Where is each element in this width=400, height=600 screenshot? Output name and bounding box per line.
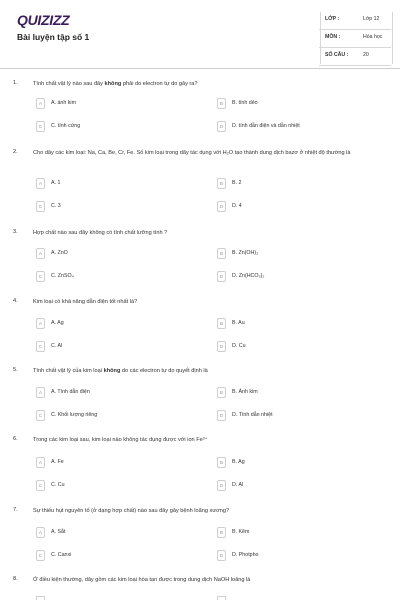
meta-row-count xyxy=(319,48,391,66)
option-letter: A xyxy=(36,387,45,398)
option-letter: C xyxy=(36,410,45,421)
question-text: Trong các kim loại sau, kim loại nào không tác dụng được với ion Fe³⁺ xyxy=(33,437,208,443)
option-b[interactable] xyxy=(217,527,377,539)
option-c[interactable] xyxy=(36,271,196,283)
option-d[interactable] xyxy=(217,480,377,492)
option-d[interactable] xyxy=(217,201,377,213)
option-text: C. Al xyxy=(51,343,63,349)
option-text: A. 1 xyxy=(51,180,61,186)
option-text: C. Cu xyxy=(51,482,65,488)
meta-row-subject xyxy=(319,30,391,48)
option-text: C. Canxi xyxy=(51,552,72,558)
option-text: B. Kẽm xyxy=(232,529,250,535)
header-divider xyxy=(0,68,400,69)
question-text: Sự thiếu hụt nguyên tố (ở dạng hợp chất) nào sau đây gây bệnh loãng xương? xyxy=(33,508,230,514)
question-number: 7. xyxy=(13,507,18,513)
option-b[interactable] xyxy=(217,178,377,190)
question-text: Cho dãy các kim loại: Na, Ca, Be, Cr, Fe. Số kim loại trong dãy tác dụng với H₂O tạo thành dung dịch bazơ ở nhiệt độ thường là xyxy=(33,150,351,156)
option-letter: D xyxy=(217,201,226,212)
option-d[interactable] xyxy=(217,550,377,562)
worksheet-header xyxy=(0,0,400,74)
option-letter: B xyxy=(217,527,226,538)
option-letter: C xyxy=(36,341,45,352)
option-c[interactable] xyxy=(36,550,196,562)
option-letter: A xyxy=(36,98,45,109)
question-number: 6. xyxy=(13,436,18,442)
option-a[interactable] xyxy=(36,457,196,469)
question-number: 5. xyxy=(13,367,18,373)
option-letter: D xyxy=(217,550,226,561)
question-text: Hợp chất nào sau đây không có tính chất lưỡng tính ? xyxy=(33,230,168,236)
question-number: 4. xyxy=(13,298,18,304)
option-letter: C xyxy=(36,201,45,212)
option-letter: C xyxy=(36,550,45,561)
option-letter: C xyxy=(36,271,45,282)
question-number: 3. xyxy=(13,229,18,235)
option-a-partial[interactable] xyxy=(36,596,45,600)
option-c[interactable] xyxy=(36,410,196,422)
option-letter: A xyxy=(36,178,45,189)
option-a[interactable] xyxy=(36,318,196,330)
option-d[interactable] xyxy=(217,121,377,133)
meta-table xyxy=(319,12,391,66)
option-letter: D xyxy=(217,480,226,491)
option-text: D. Zn(HCO₃)₂ xyxy=(232,273,265,279)
option-text: A. ánh kim xyxy=(51,100,77,106)
option-letter: A xyxy=(36,318,45,329)
option-text: B. Ánh kim xyxy=(232,389,258,395)
option-letter: A xyxy=(36,527,45,538)
meta-value: 20 xyxy=(363,52,369,58)
worksheet-title: Bài luyện tập số 1 xyxy=(17,32,90,42)
option-b[interactable] xyxy=(217,457,377,469)
question-text: Tính chất vật lý của kim loại không do các electron tự do quyết định là xyxy=(33,368,208,374)
option-letter: D xyxy=(217,341,226,352)
question-text: Kim loại có khả năng dẫn điện tốt nhất là? xyxy=(33,299,138,305)
option-text: D. 4 xyxy=(232,203,242,209)
option-text: B. Zn(OH)₂ xyxy=(232,250,259,256)
option-text: C. 3 xyxy=(51,203,61,209)
question-text: Tính chất vật lý nào sau đây không phải do electron tự do gây ra? xyxy=(33,81,198,87)
meta-value: Hóa học xyxy=(363,34,383,40)
option-letter: D xyxy=(217,271,226,282)
option-letter: B xyxy=(217,178,226,189)
option-d[interactable] xyxy=(217,341,377,353)
option-a[interactable] xyxy=(36,248,196,260)
option-d[interactable] xyxy=(217,410,377,422)
meta-label: SỐ CÂU : xyxy=(325,52,349,58)
option-letter: C xyxy=(36,121,45,132)
option-letter: B xyxy=(217,248,226,259)
option-c[interactable] xyxy=(36,341,196,353)
option-c[interactable] xyxy=(36,201,196,213)
quizizz-logo: QUIZIZZ xyxy=(17,12,70,28)
option-a[interactable] xyxy=(36,98,196,110)
option-text: D. Tính dẫn nhiệt xyxy=(232,412,273,418)
option-text: C. tính cứng xyxy=(51,123,81,129)
option-d[interactable] xyxy=(217,271,377,283)
meta-value: Lớp 12 xyxy=(363,16,380,22)
option-letter: A xyxy=(36,248,45,259)
option-text: B. 2 xyxy=(232,180,242,186)
option-text: A. Tính dẫn điện xyxy=(51,389,90,395)
meta-row-class xyxy=(319,12,391,30)
option-text: D. Cu xyxy=(232,343,246,349)
option-b[interactable] xyxy=(217,387,377,399)
meta-label: LỚP : xyxy=(325,16,340,22)
option-b[interactable] xyxy=(217,98,377,110)
option-text: A. ZnO xyxy=(51,250,68,256)
option-text: B. Ag xyxy=(232,459,245,465)
option-letter: B xyxy=(217,318,226,329)
option-b-partial[interactable] xyxy=(217,596,226,600)
option-c[interactable] xyxy=(36,121,196,133)
option-text: C. ZnSO₄ xyxy=(51,273,74,279)
option-letter: D xyxy=(217,121,226,132)
option-letter: B xyxy=(217,457,226,468)
question-text: Ở điều kiện thường, dãy gồm các kim loại hòa tan được trong dung dịch NaOH loãng là xyxy=(33,577,251,583)
option-b[interactable] xyxy=(217,318,377,330)
option-text: C. Khối lượng riêng xyxy=(51,412,98,418)
option-c[interactable] xyxy=(36,480,196,492)
option-text: A. Sắt xyxy=(51,529,66,535)
option-text: B. Au xyxy=(232,320,245,326)
option-b[interactable] xyxy=(217,248,377,260)
option-letter: D xyxy=(217,410,226,421)
option-a[interactable] xyxy=(36,527,196,539)
meta-label: MÔN : xyxy=(325,34,341,40)
question-number: 1. xyxy=(13,80,18,86)
option-letter: B xyxy=(217,98,226,109)
option-letter: B xyxy=(217,387,226,398)
question-number: 2. xyxy=(13,149,18,155)
option-text: D. Photpho xyxy=(232,552,259,558)
option-letter: C xyxy=(36,480,45,491)
option-a[interactable] xyxy=(36,178,196,190)
option-letter: A xyxy=(36,457,45,468)
option-text: A. Ag xyxy=(51,320,64,326)
option-text: D. Al xyxy=(232,482,244,488)
option-a[interactable] xyxy=(36,387,196,399)
option-text: B. tính dẻo xyxy=(232,100,258,106)
option-text: D. tính dẫn điện và dẫn nhiệt xyxy=(232,123,300,129)
option-text: A. Fe xyxy=(51,459,64,465)
question-number: 8. xyxy=(13,576,18,582)
